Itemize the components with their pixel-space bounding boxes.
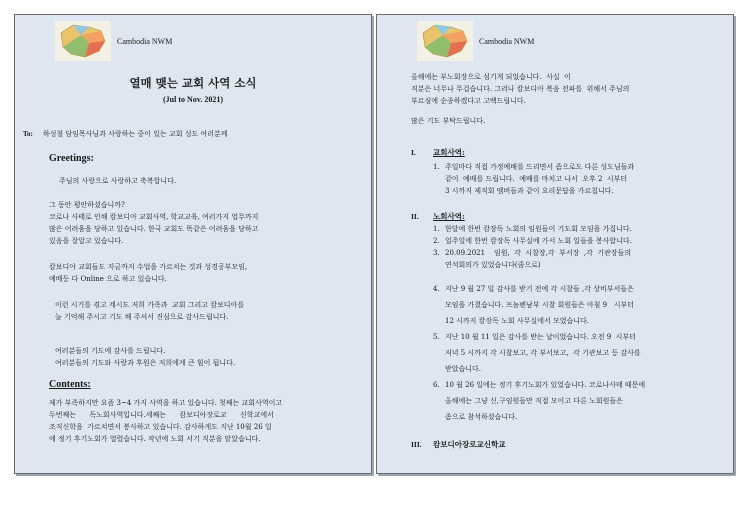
- item-text: 한달에 한번 캄장독 노회의 임원들이 기도회 모임을 가집니다.: [445, 225, 632, 233]
- item-number: 1.: [433, 225, 440, 233]
- item-text: 일주일에 한번 캄장독 사무실에 가서 노회 일들을 봉사합니다.: [445, 237, 632, 245]
- greeting-paragraph-5: 여러분들의 기도에 감사를 드립니다. 여러분들의 기도와 사랑과 후원은 저희에게 큰 힘이 됩니다.: [55, 347, 236, 367]
- list-item: [433, 377, 645, 425]
- item-number: 4.: [433, 285, 440, 293]
- greeting-paragraph-1: 주님의 사랑으로 사랑하고 축복합니다.: [59, 177, 177, 185]
- item-number: 5.: [433, 333, 440, 341]
- church-ministry-list: [433, 161, 634, 197]
- prayer-request: 많은 기도 부탁드립니다.: [411, 117, 486, 125]
- section-number: I.: [411, 148, 416, 157]
- list-item: [433, 281, 645, 329]
- to-label: To:: [23, 130, 33, 138]
- item-text: 지난 10 월 11 일은 감사를 받는 날이었습니다. 오전 9 시부터 저녁 5 시까지 각 시찰보고, 각 부서보고, 각 기관보고 등 감사를 받았습니다.: [445, 333, 641, 373]
- item-text: 20.09.2021 임원, 각 시찰장,각 부서장 ,각 기관장들의 연석회의가 있었습니다(줌으로): [445, 249, 632, 269]
- item-number: 2.: [433, 237, 440, 245]
- item-number: 3.: [433, 249, 440, 257]
- section-label: 노회사역:: [433, 212, 465, 221]
- section-label: 캄보디아장로교신학교: [433, 440, 506, 449]
- item-text: 주일마다 직접 가정예배를 드리면서 좀으로도 다른 성도님들과 같이 예배를 드립니다. 예배를 마치고 나서 오후 2 시부터 3 시까지 제직회 멤버들과 같이 요리문답을 가르칩니다.: [445, 163, 635, 195]
- section-presbytery-ministry: [411, 211, 465, 222]
- recipient-line: [23, 129, 228, 139]
- greeting-paragraph-4: 이런 시기를 겪고 계시도 저희 가족과 교회 그리고 캄보디아를 늘 기억해 주시고 기도 해 주셔서 진심으로 감사드립니다.: [55, 301, 245, 321]
- list-item: [433, 235, 632, 247]
- section-number: II.: [411, 212, 419, 221]
- item-number: 6.: [433, 381, 440, 389]
- document-title: 열매 맺는 교회 사역 소식: [129, 76, 257, 90]
- recipient-text: 하성철 담임목사님과 사랑하는 중이 있는 교회 성도 여러분께: [42, 130, 228, 138]
- cambodia-map-logo: [55, 21, 111, 61]
- contents-heading: Contents:: [49, 379, 91, 390]
- greeting-paragraph-2: 그 동안 평안하셨습니까? 코로나 사태로 인해 캄보디아 교회사역, 학교교육, 여러가지 업무까지 많은 어려움을 당하고 있습니다. 한국 교회도 똑같은 어려움을 당하고 있음을 잘알고 있습니다.: [49, 201, 259, 245]
- document-page-2: [376, 14, 734, 474]
- brand-name: Cambodia NWM: [117, 37, 173, 46]
- section-seminary: [411, 439, 505, 450]
- item-text: 10 월 26 일에는 정기 후기노회가 있었습니다. 코로나사태 때문에 올해에는 그냥 신,구임원들만 직접 모이고 다른 노회원들은 좀으로 참석하셨습니다.: [445, 381, 646, 421]
- presbytery-ministry-list-continued: [433, 281, 645, 425]
- intro-paragraph: 올해에는 부노회장으로 섬기게 되었습니다. 사실 이 직분은 너무나 무겁습니다. 그러나 캄보디아 복음 전파를 위해서 주님의 부르심에 순종하겠다고 고백드립니다.: [411, 73, 630, 105]
- list-item: [433, 223, 632, 235]
- cambodia-map-logo: [417, 21, 473, 61]
- brand-name: Cambodia NWM: [479, 37, 535, 46]
- greetings-heading: Greetings:: [49, 153, 94, 164]
- presbytery-ministry-list: [433, 223, 632, 271]
- list-item: [433, 161, 634, 197]
- list-item: [433, 329, 645, 377]
- list-item: [433, 247, 632, 271]
- contents-paragraph: 제가 부족하지만 요즘 3~4 가지 사역을 하고 있습니다. 첫째는 교회사역이고 두번째는 독노회사역입니다.세째는 캄보디아장로교 신학교에서 조직신학을 가르치면서 봉사하고 있습니다. 감사하게도 지난 10월 26 일 에 정기 후기노회가 열렸습니다. 작년에 노회 서기 직분을 맡았습니다.: [49, 399, 283, 443]
- document-subtitle: (Jul to Nov. 2021): [163, 95, 223, 104]
- document-page-1: [14, 14, 372, 474]
- item-text: 지난 9 월 27 일 감사를 받기 전에 각 시찰들 ,각 상비부서들은 모임을 가졌습니다. 프놈펜남부 시찰 회원들은 아침 9 시부터 12 시까지 캄장독 노회 사무실에서 모였습니다.: [445, 285, 634, 325]
- section-label: 교회사역:: [433, 148, 465, 157]
- section-church-ministry: [411, 147, 465, 158]
- item-number: 1.: [433, 163, 440, 171]
- greeting-paragraph-3: 캄보디아 교회들도 지금까지 수업을 가르치는 것과 성경공부모임, 예배등 다 Online 으로 하고 있습니다.: [49, 263, 248, 283]
- section-number: III.: [411, 440, 422, 449]
